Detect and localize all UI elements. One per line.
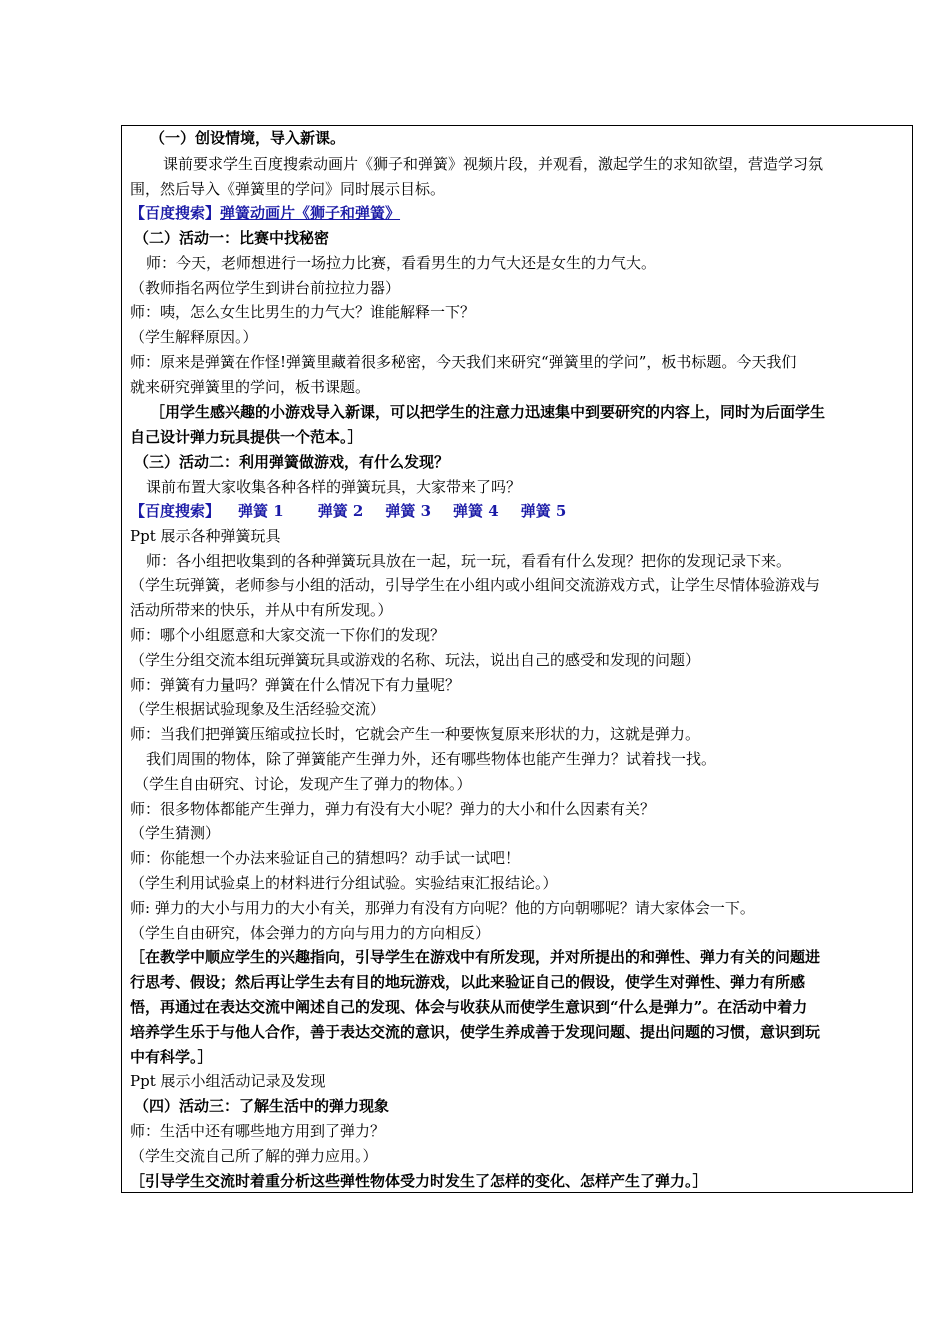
section3-line-10: 师：当我们把弹簧压缩或拉长时，它就会产生一种要恢复原来形状的力，这就是弹力。 [130, 725, 701, 743]
section3-line-16: （学生利用试验桌上的材料进行分组试验。实验结束汇报结论。） [130, 874, 558, 892]
section3-note-line-1: ［在教学中顺应学生的兴趣指向，引导学生在游戏中有所发现，并对所提出的和弹性、弹力有关的问题进 [130, 948, 821, 966]
section3-line-13: 师：很多物体都能产生弹力，弹力有没有大小呢？弹力的大小和什么因素有关？ [130, 800, 656, 818]
section1-heading: （一）创设情境，导入新课。 [150, 129, 346, 147]
video-link[interactable]: 弹簧动画片《狮子和弹簧》 [220, 204, 401, 222]
section3-heading: （三）活动二：利用弹簧做游戏，有什么发现？ [134, 453, 450, 471]
section3-line-19: Ppt 展示小组活动记录及发现 [130, 1072, 326, 1090]
section4-note: ［引导学生交流时着重分析这些弹性物体受力时发生了怎样的变化、怎样产生了弹力。］ [130, 1172, 708, 1190]
section2-line-2: （教师指名两位学生到讲台前拉拉力器） [130, 279, 401, 297]
section1-paragraph-line-1: 课前要求学生百度搜索动画片《狮子和弹簧》视频片段，并观看，激起学生的求知欲望，营造学习氛 [163, 155, 824, 173]
section3-line-15: 师：你能想一个办法来验证自己的猜想吗？动手试一试吧！ [130, 849, 521, 867]
baidu-search-row [130, 204, 906, 222]
section2-heading: （二）活动一：比赛中找秘密 [134, 229, 330, 247]
section3-line-2: Ppt 展示各种弹簧玩具 [130, 527, 281, 545]
section3-line-9: （学生根据试验现象及生活经验交流） [130, 700, 386, 718]
spring-link-5[interactable]: 弹簧 5 [520, 502, 567, 520]
section3-line-7: （学生分组交流本组玩弹簧玩具或游戏的名称、玩法，说出自己的感受和发现的问题） [130, 651, 701, 669]
section4-heading: （四）活动三：了解生活中的弹力现象 [134, 1097, 390, 1115]
section2-line-1: 师：今天，老师想进行一场拉力比赛，看看男生的力气大还是女生的力气大。 [146, 254, 657, 272]
section3-line-3: 师：各小组把收集到的各种弹簧玩具放在一起，玩一玩，看看有什么发现？把你的发现记录下来。 [146, 552, 792, 570]
spring-link-3[interactable]: 弹簧 3 [385, 502, 432, 520]
baidu-search-label: 【百度搜索】 [130, 204, 221, 222]
section3-line-5: 活动所带来的快乐，并从中有所发现。） [130, 601, 393, 619]
section4-line-1: 师：生活中还有哪些地方用到了弹力？ [130, 1122, 386, 1140]
section2-note-line-1: ［用学生感兴趣的小游戏导入新课，可以把学生的注意力迅速集中到要研究的内容上，同时为后面学生 [150, 403, 826, 421]
section2-line-4: （学生解释原因。） [130, 328, 258, 346]
section3-line-12: （学生自由研究、讨论，发现产生了弹力的物体。） [134, 775, 472, 793]
section3-line-4: （学生玩弹簧，老师参与小组的活动，引导学生在小组内或小组间交流游戏方式，让学生尽情体验游戏与 [130, 576, 821, 594]
section3-line-6: 师：哪个小组愿意和大家交流一下你们的发现？ [130, 626, 446, 644]
section2-line-3: 师：咦，怎么女生比男生的力气大？谁能解释一下？ [130, 303, 476, 321]
section3-line-11: 我们周围的物体，除了弹簧能产生弹力外，还有哪些物体也能产生弹力？试着找一找。 [146, 750, 717, 768]
section3-line-1: 课前布置大家收集各种各样的弹簧玩具，大家带来了吗？ [146, 478, 522, 496]
section2-note-line-2: 自己设计弹力玩具提供一个范本。］ [130, 428, 363, 446]
section2-line-6: 就来研究弹簧里的学问，板书课题。 [130, 378, 371, 396]
section3-note-line-3: 悟，再通过在表达交流中阐述自己的发现、体会与收获从而使学生意识到“什么是弹力”。在活动中着力 [130, 998, 808, 1016]
section3-line-14: （学生猜测） [130, 824, 221, 842]
baidu-search-label-2: 【百度搜索】 [130, 502, 221, 520]
spring-link-4[interactable]: 弹簧 4 [453, 502, 499, 520]
spring-link-1[interactable]: 弹簧 1 [238, 502, 284, 520]
spring-link-2[interactable]: 弹簧 2 [317, 502, 364, 520]
section3-line-18: （学生自由研究，体会弹力的方向与用力的方向相反） [130, 924, 491, 942]
spring-links-row [130, 502, 906, 520]
section4-line-2: （学生交流自己所了解的弹力应用。） [130, 1147, 378, 1165]
section3-line-17: 师: 弹力的大小与用力的大小有关，那弹力有没有方向呢？他的方向朝哪呢？请大家体会一下。 [130, 899, 755, 917]
section3-note-line-5: 中有科学。］ [130, 1048, 213, 1066]
section3-line-8: 师：弹簧有力量吗？弹簧在什么情况下有力量呢？ [130, 676, 461, 694]
section2-line-5: 师：原来是弹簧在作怪!弹簧里藏着很多秘密，今天我们来研究“弹簧里的学问”，板书标题。今天我们 [130, 353, 797, 371]
section3-note-line-4: 培养学生乐于与他人合作，善于表达交流的意识，使学生养成善于发现问题、提出问题的习惯，意识到玩 [130, 1023, 821, 1041]
section3-note-line-2: 行思考、假设；然后再让学生去有目的地玩游戏，以此来验证自己的假设，使学生对弹性、弹力有所感 [130, 973, 806, 991]
section1-paragraph-line-2: 围，然后导入《弹簧里的学问》同时展示目标。 [130, 180, 446, 198]
